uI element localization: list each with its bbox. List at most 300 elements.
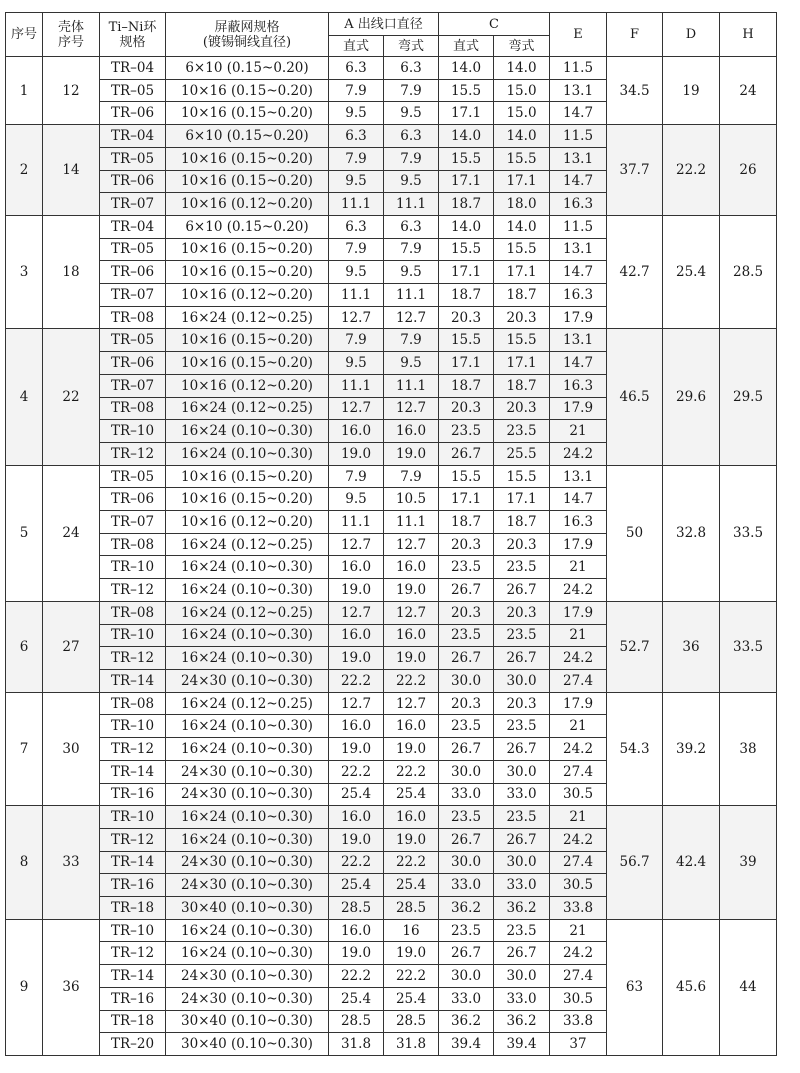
f-cell: 42.7 xyxy=(607,215,663,329)
mesh-spec-cell: 16×24 (0.10~0.30) xyxy=(166,420,329,443)
d-cell: 22.2 xyxy=(663,125,720,216)
a-bent-cell: 9.5 xyxy=(384,170,439,193)
c-straight-cell: 20.3 xyxy=(439,601,494,624)
e-cell: 11.5 xyxy=(550,57,607,80)
a-straight-cell: 28.5 xyxy=(329,897,384,920)
c-straight-cell: 17.1 xyxy=(439,488,494,511)
c-bent-cell: 14.0 xyxy=(494,57,550,80)
e-cell: 21 xyxy=(550,806,607,829)
table-row xyxy=(6,329,777,352)
a-bent-cell: 16.0 xyxy=(384,556,439,579)
c-straight-cell: 36.2 xyxy=(439,1010,494,1033)
h-cell: 24 xyxy=(720,57,777,125)
mesh-spec-cell: 16×24 (0.12~0.25) xyxy=(166,397,329,420)
a-straight-cell: 6.3 xyxy=(329,57,384,80)
mesh-spec-cell: 30×40 (0.10~0.30) xyxy=(166,1033,329,1056)
e-cell: 27.4 xyxy=(550,669,607,692)
ring-spec-cell: TR–07 xyxy=(100,374,166,397)
ring-spec-cell: TR–08 xyxy=(100,533,166,556)
a-bent-cell: 11.1 xyxy=(384,284,439,307)
table-group xyxy=(6,125,777,216)
c-bent-cell: 33.0 xyxy=(494,783,550,806)
ring-spec-cell: TR–12 xyxy=(100,942,166,965)
mesh-spec-cell: 16×24 (0.10~0.30) xyxy=(166,624,329,647)
c-straight-cell: 20.3 xyxy=(439,397,494,420)
ring-spec-cell: TR–04 xyxy=(100,215,166,238)
ring-spec-cell: TR–16 xyxy=(100,783,166,806)
c-straight-cell: 23.5 xyxy=(439,420,494,443)
seq-cell: 7 xyxy=(6,692,43,806)
e-cell: 24.2 xyxy=(550,942,607,965)
a-bent-cell: 9.5 xyxy=(384,102,439,125)
e-cell: 27.4 xyxy=(550,760,607,783)
ring-spec-cell: TR–12 xyxy=(100,647,166,670)
ring-spec-cell: TR–16 xyxy=(100,987,166,1010)
c-bent-cell: 23.5 xyxy=(494,420,550,443)
c-bent-cell: 23.5 xyxy=(494,715,550,738)
a-bent-cell: 19.0 xyxy=(384,647,439,670)
mesh-spec-cell: 10×16 (0.15~0.20) xyxy=(166,261,329,284)
e-cell: 33.8 xyxy=(550,1010,607,1033)
c-straight-cell: 15.5 xyxy=(439,465,494,488)
header-ring-spec: Ti–Ni环 规格 xyxy=(100,13,166,57)
a-bent-cell: 12.7 xyxy=(384,601,439,624)
a-straight-cell: 16.0 xyxy=(329,556,384,579)
e-cell: 30.5 xyxy=(550,987,607,1010)
e-cell: 17.9 xyxy=(550,692,607,715)
a-bent-cell: 12.7 xyxy=(384,306,439,329)
shell-seq-cell: 18 xyxy=(43,215,100,329)
a-bent-cell: 28.5 xyxy=(384,897,439,920)
mesh-spec-cell: 10×16 (0.15~0.20) xyxy=(166,329,329,352)
c-bent-cell: 23.5 xyxy=(494,919,550,942)
seq-cell: 1 xyxy=(6,57,43,125)
e-cell: 13.1 xyxy=(550,329,607,352)
a-straight-cell: 7.9 xyxy=(329,329,384,352)
a-straight-cell: 22.2 xyxy=(329,965,384,988)
mesh-spec-cell: 10×16 (0.12~0.20) xyxy=(166,193,329,216)
table-row xyxy=(6,125,777,148)
ring-spec-cell: TR–08 xyxy=(100,306,166,329)
c-bent-cell: 26.7 xyxy=(494,738,550,761)
c-straight-cell: 23.5 xyxy=(439,806,494,829)
a-bent-cell: 12.7 xyxy=(384,533,439,556)
a-bent-cell: 12.7 xyxy=(384,397,439,420)
a-bent-cell: 19.0 xyxy=(384,579,439,602)
c-bent-cell: 23.5 xyxy=(494,806,550,829)
a-bent-cell: 6.3 xyxy=(384,125,439,148)
a-straight-cell: 19.0 xyxy=(329,647,384,670)
d-cell: 29.6 xyxy=(663,329,720,465)
mesh-spec-cell: 6×10 (0.15~0.20) xyxy=(166,57,329,80)
c-bent-cell: 17.1 xyxy=(494,352,550,375)
c-straight-cell: 15.5 xyxy=(439,238,494,261)
ring-spec-cell: TR–08 xyxy=(100,397,166,420)
e-cell: 24.2 xyxy=(550,442,607,465)
a-bent-cell: 11.1 xyxy=(384,511,439,534)
c-bent-cell: 20.3 xyxy=(494,692,550,715)
mesh-spec-cell: 24×30 (0.10~0.30) xyxy=(166,965,329,988)
header-seq: 序号 xyxy=(6,13,43,57)
f-cell: 50 xyxy=(607,465,663,601)
e-cell: 13.1 xyxy=(550,147,607,170)
c-bent-cell: 26.7 xyxy=(494,828,550,851)
c-straight-cell: 15.5 xyxy=(439,79,494,102)
a-bent-cell: 6.3 xyxy=(384,215,439,238)
a-bent-cell: 28.5 xyxy=(384,1010,439,1033)
a-bent-cell: 10.5 xyxy=(384,488,439,511)
a-straight-cell: 22.2 xyxy=(329,669,384,692)
e-cell: 16.3 xyxy=(550,284,607,307)
c-straight-cell: 26.7 xyxy=(439,442,494,465)
ring-spec-cell: TR–10 xyxy=(100,624,166,647)
a-bent-cell: 7.9 xyxy=(384,147,439,170)
mesh-spec-cell: 16×24 (0.10~0.30) xyxy=(166,442,329,465)
d-cell: 39.2 xyxy=(663,692,720,806)
a-straight-cell: 11.1 xyxy=(329,284,384,307)
mesh-spec-cell: 16×24 (0.10~0.30) xyxy=(166,942,329,965)
d-cell: 36 xyxy=(663,601,720,692)
d-cell: 42.4 xyxy=(663,806,720,920)
a-straight-cell: 12.7 xyxy=(329,601,384,624)
ring-spec-cell: TR–08 xyxy=(100,601,166,624)
a-bent-cell: 12.7 xyxy=(384,692,439,715)
e-cell: 37 xyxy=(550,1033,607,1056)
mesh-spec-cell: 6×10 (0.15~0.20) xyxy=(166,215,329,238)
c-straight-cell: 20.3 xyxy=(439,306,494,329)
a-straight-cell: 16.0 xyxy=(329,420,384,443)
c-bent-cell: 15.0 xyxy=(494,79,550,102)
ring-spec-cell: TR–12 xyxy=(100,579,166,602)
mesh-spec-cell: 10×16 (0.15~0.20) xyxy=(166,102,329,125)
a-bent-cell: 7.9 xyxy=(384,79,439,102)
a-straight-cell: 19.0 xyxy=(329,828,384,851)
a-bent-cell: 16.0 xyxy=(384,715,439,738)
ring-spec-cell: TR–10 xyxy=(100,806,166,829)
a-straight-cell: 31.8 xyxy=(329,1033,384,1056)
ring-spec-cell: TR–12 xyxy=(100,738,166,761)
e-cell: 17.9 xyxy=(550,306,607,329)
a-bent-cell: 25.4 xyxy=(384,987,439,1010)
c-bent-cell: 20.3 xyxy=(494,397,550,420)
shell-seq-cell: 36 xyxy=(43,919,100,1055)
table-header xyxy=(6,13,777,57)
c-straight-cell: 20.3 xyxy=(439,692,494,715)
mesh-spec-cell: 16×24 (0.12~0.25) xyxy=(166,306,329,329)
c-straight-cell: 14.0 xyxy=(439,215,494,238)
c-straight-cell: 26.7 xyxy=(439,942,494,965)
c-bent-cell: 26.7 xyxy=(494,647,550,670)
mesh-spec-cell: 10×16 (0.12~0.20) xyxy=(166,284,329,307)
h-cell: 33.5 xyxy=(720,601,777,692)
table-row xyxy=(6,806,777,829)
mesh-spec-cell: 10×16 (0.15~0.20) xyxy=(166,147,329,170)
e-cell: 13.1 xyxy=(550,79,607,102)
table-row xyxy=(6,601,777,624)
mesh-spec-cell: 16×24 (0.12~0.25) xyxy=(166,692,329,715)
a-bent-cell: 22.2 xyxy=(384,669,439,692)
c-straight-cell: 26.7 xyxy=(439,579,494,602)
a-straight-cell: 6.3 xyxy=(329,125,384,148)
f-cell: 63 xyxy=(607,919,663,1055)
h-cell: 29.5 xyxy=(720,329,777,465)
c-straight-cell: 26.7 xyxy=(439,828,494,851)
c-straight-cell: 39.4 xyxy=(439,1033,494,1056)
ring-spec-cell: TR–05 xyxy=(100,147,166,170)
header-a-outlet: A 出线口直径 xyxy=(329,13,439,36)
a-straight-cell: 22.2 xyxy=(329,851,384,874)
mesh-spec-cell: 24×30 (0.10~0.30) xyxy=(166,874,329,897)
c-bent-cell: 17.1 xyxy=(494,261,550,284)
header-e: E xyxy=(550,13,607,57)
mesh-spec-cell: 10×16 (0.15~0.20) xyxy=(166,170,329,193)
e-cell: 33.8 xyxy=(550,897,607,920)
c-straight-cell: 30.0 xyxy=(439,851,494,874)
c-bent-cell: 20.3 xyxy=(494,306,550,329)
a-straight-cell: 12.7 xyxy=(329,533,384,556)
seq-cell: 8 xyxy=(6,806,43,920)
e-cell: 24.2 xyxy=(550,647,607,670)
table-group xyxy=(6,465,777,601)
c-bent-cell: 15.0 xyxy=(494,102,550,125)
ring-spec-cell: TR–12 xyxy=(100,828,166,851)
table-group xyxy=(6,57,777,125)
mesh-spec-cell: 10×16 (0.12~0.20) xyxy=(166,511,329,534)
c-straight-cell: 18.7 xyxy=(439,374,494,397)
shell-seq-cell: 22 xyxy=(43,329,100,465)
e-cell: 30.5 xyxy=(550,783,607,806)
a-straight-cell: 19.0 xyxy=(329,738,384,761)
c-bent-cell: 17.1 xyxy=(494,170,550,193)
table-group xyxy=(6,601,777,692)
c-straight-cell: 26.7 xyxy=(439,738,494,761)
ring-spec-cell: TR–14 xyxy=(100,965,166,988)
a-straight-cell: 11.1 xyxy=(329,511,384,534)
c-bent-cell: 20.3 xyxy=(494,533,550,556)
e-cell: 24.2 xyxy=(550,738,607,761)
e-cell: 24.2 xyxy=(550,579,607,602)
header-h: H xyxy=(720,13,777,57)
shell-seq-cell: 12 xyxy=(43,57,100,125)
a-straight-cell: 19.0 xyxy=(329,579,384,602)
mesh-spec-cell: 16×24 (0.12~0.25) xyxy=(166,533,329,556)
c-bent-cell: 20.3 xyxy=(494,601,550,624)
table-row xyxy=(6,465,777,488)
h-cell: 33.5 xyxy=(720,465,777,601)
header-c-straight: 直式 xyxy=(439,36,494,57)
e-cell: 16.3 xyxy=(550,511,607,534)
c-bent-cell: 36.2 xyxy=(494,1010,550,1033)
a-bent-cell: 25.4 xyxy=(384,874,439,897)
a-bent-cell: 19.0 xyxy=(384,442,439,465)
h-cell: 39 xyxy=(720,806,777,920)
ring-spec-cell: TR–14 xyxy=(100,760,166,783)
ring-spec-cell: TR–06 xyxy=(100,352,166,375)
c-bent-cell: 23.5 xyxy=(494,556,550,579)
a-bent-cell: 16 xyxy=(384,919,439,942)
mesh-spec-cell: 30×40 (0.10~0.30) xyxy=(166,897,329,920)
c-bent-cell: 14.0 xyxy=(494,215,550,238)
c-straight-cell: 33.0 xyxy=(439,987,494,1010)
table-group xyxy=(6,329,777,465)
a-bent-cell: 7.9 xyxy=(384,329,439,352)
e-cell: 16.3 xyxy=(550,193,607,216)
a-bent-cell: 7.9 xyxy=(384,465,439,488)
e-cell: 17.9 xyxy=(550,397,607,420)
e-cell: 17.9 xyxy=(550,601,607,624)
e-cell: 17.9 xyxy=(550,533,607,556)
shell-seq-cell: 30 xyxy=(43,692,100,806)
table-group xyxy=(6,692,777,806)
c-bent-cell: 36.2 xyxy=(494,897,550,920)
ring-spec-cell: TR–07 xyxy=(100,284,166,307)
header-mesh-spec: 屏蔽网规格 (镀锡铜线直径) xyxy=(166,13,329,57)
mesh-spec-cell: 10×16 (0.15~0.20) xyxy=(166,352,329,375)
header-c-bent: 弯式 xyxy=(494,36,550,57)
ring-spec-cell: TR–10 xyxy=(100,715,166,738)
a-bent-cell: 6.3 xyxy=(384,57,439,80)
f-cell: 34.5 xyxy=(607,57,663,125)
c-straight-cell: 15.5 xyxy=(439,147,494,170)
header-a-straight: 直式 xyxy=(329,36,384,57)
ring-spec-cell: TR–10 xyxy=(100,919,166,942)
a-straight-cell: 19.0 xyxy=(329,442,384,465)
ring-spec-cell: TR–06 xyxy=(100,261,166,284)
c-straight-cell: 17.1 xyxy=(439,352,494,375)
mesh-spec-cell: 24×30 (0.10~0.30) xyxy=(166,783,329,806)
table-group xyxy=(6,919,777,1055)
a-straight-cell: 25.4 xyxy=(329,874,384,897)
header-shell-seq: 壳体 序号 xyxy=(43,13,100,57)
c-bent-cell: 25.5 xyxy=(494,442,550,465)
e-cell: 13.1 xyxy=(550,465,607,488)
a-straight-cell: 7.9 xyxy=(329,238,384,261)
spec-table xyxy=(5,12,777,1056)
c-straight-cell: 33.0 xyxy=(439,783,494,806)
c-bent-cell: 18.7 xyxy=(494,284,550,307)
a-straight-cell: 11.1 xyxy=(329,374,384,397)
mesh-spec-cell: 6×10 (0.15~0.20) xyxy=(166,125,329,148)
a-straight-cell: 6.3 xyxy=(329,215,384,238)
c-straight-cell: 18.7 xyxy=(439,284,494,307)
ring-spec-cell: TR–07 xyxy=(100,511,166,534)
a-straight-cell: 9.5 xyxy=(329,261,384,284)
mesh-spec-cell: 16×24 (0.12~0.25) xyxy=(166,601,329,624)
e-cell: 14.7 xyxy=(550,488,607,511)
ring-spec-cell: TR–05 xyxy=(100,238,166,261)
f-cell: 52.7 xyxy=(607,601,663,692)
ring-spec-cell: TR–10 xyxy=(100,420,166,443)
c-straight-cell: 23.5 xyxy=(439,556,494,579)
ring-spec-cell: TR–06 xyxy=(100,170,166,193)
seq-cell: 5 xyxy=(6,465,43,601)
a-bent-cell: 31.8 xyxy=(384,1033,439,1056)
c-bent-cell: 18.7 xyxy=(494,511,550,534)
c-straight-cell: 18.7 xyxy=(439,511,494,534)
mesh-spec-cell: 16×24 (0.10~0.30) xyxy=(166,806,329,829)
e-cell: 14.7 xyxy=(550,102,607,125)
ring-spec-cell: TR–12 xyxy=(100,442,166,465)
a-bent-cell: 9.5 xyxy=(384,261,439,284)
a-bent-cell: 25.4 xyxy=(384,783,439,806)
e-cell: 21 xyxy=(550,624,607,647)
ring-spec-cell: TR–10 xyxy=(100,556,166,579)
mesh-spec-cell: 24×30 (0.10~0.30) xyxy=(166,851,329,874)
header-d: D xyxy=(663,13,720,57)
a-straight-cell: 7.9 xyxy=(329,465,384,488)
c-bent-cell: 18.7 xyxy=(494,374,550,397)
a-bent-cell: 19.0 xyxy=(384,738,439,761)
c-straight-cell: 23.5 xyxy=(439,624,494,647)
a-straight-cell: 16.0 xyxy=(329,919,384,942)
e-cell: 27.4 xyxy=(550,965,607,988)
shell-seq-cell: 27 xyxy=(43,601,100,692)
a-bent-cell: 11.1 xyxy=(384,374,439,397)
c-straight-cell: 23.5 xyxy=(439,919,494,942)
a-bent-cell: 9.5 xyxy=(384,352,439,375)
c-straight-cell: 26.7 xyxy=(439,647,494,670)
mesh-spec-cell: 10×16 (0.15~0.20) xyxy=(166,465,329,488)
a-straight-cell: 16.0 xyxy=(329,806,384,829)
shell-seq-cell: 24 xyxy=(43,465,100,601)
a-bent-cell: 19.0 xyxy=(384,828,439,851)
d-cell: 25.4 xyxy=(663,215,720,329)
a-bent-cell: 19.0 xyxy=(384,942,439,965)
table-group xyxy=(6,215,777,329)
e-cell: 21 xyxy=(550,420,607,443)
f-cell: 54.3 xyxy=(607,692,663,806)
c-bent-cell: 30.0 xyxy=(494,965,550,988)
c-straight-cell: 30.0 xyxy=(439,669,494,692)
c-straight-cell: 18.7 xyxy=(439,193,494,216)
ring-spec-cell: TR–05 xyxy=(100,79,166,102)
c-bent-cell: 17.1 xyxy=(494,488,550,511)
a-straight-cell: 16.0 xyxy=(329,715,384,738)
header-c: C xyxy=(439,13,550,36)
table-row xyxy=(6,919,777,942)
a-bent-cell: 16.0 xyxy=(384,624,439,647)
c-bent-cell: 26.7 xyxy=(494,942,550,965)
f-cell: 46.5 xyxy=(607,329,663,465)
d-cell: 45.6 xyxy=(663,919,720,1055)
seq-cell: 6 xyxy=(6,601,43,692)
c-bent-cell: 30.0 xyxy=(494,760,550,783)
c-bent-cell: 30.0 xyxy=(494,669,550,692)
table-row xyxy=(6,57,777,80)
e-cell: 11.5 xyxy=(550,125,607,148)
ring-spec-cell: TR–14 xyxy=(100,669,166,692)
f-cell: 37.7 xyxy=(607,125,663,216)
c-straight-cell: 20.3 xyxy=(439,533,494,556)
c-bent-cell: 18.0 xyxy=(494,193,550,216)
ring-spec-cell: TR–18 xyxy=(100,1010,166,1033)
f-cell: 56.7 xyxy=(607,806,663,920)
h-cell: 26 xyxy=(720,125,777,216)
a-straight-cell: 22.2 xyxy=(329,760,384,783)
mesh-spec-cell: 16×24 (0.10~0.30) xyxy=(166,828,329,851)
c-straight-cell: 14.0 xyxy=(439,57,494,80)
c-straight-cell: 33.0 xyxy=(439,874,494,897)
a-bent-cell: 22.2 xyxy=(384,965,439,988)
ring-spec-cell: TR–05 xyxy=(100,465,166,488)
c-straight-cell: 17.1 xyxy=(439,261,494,284)
a-bent-cell: 7.9 xyxy=(384,238,439,261)
a-straight-cell: 9.5 xyxy=(329,170,384,193)
c-straight-cell: 30.0 xyxy=(439,965,494,988)
h-cell: 28.5 xyxy=(720,215,777,329)
e-cell: 11.5 xyxy=(550,215,607,238)
mesh-spec-cell: 10×16 (0.15~0.20) xyxy=(166,488,329,511)
